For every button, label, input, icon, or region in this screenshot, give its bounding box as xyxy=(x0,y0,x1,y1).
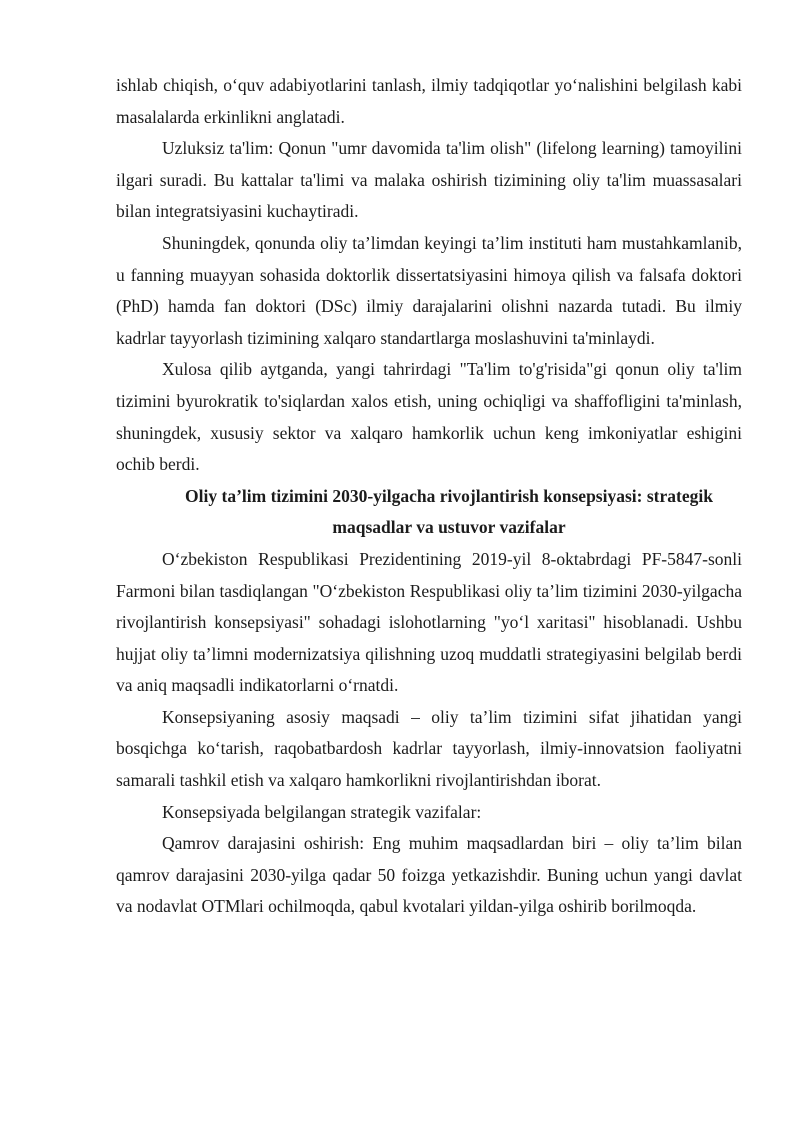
paragraph-postgraduate: Shuningdek, qonunda oliy ta’limdan keyingi ta’lim instituti ham mustahkamlanib, u fanning muayyan sohasida doktorlik dissertatsiyasini himoya qilish va falsafa doktori (PhD) hamda fan doktori (DSc) ilmiy darajalarini olishni nazarda tutadi. Bu ilmiy kadrlar tayyorlash tizimining xalqaro standartlarga moslashuvini ta'minlaydi. xyxy=(116,232,742,348)
document-page xyxy=(116,70,742,923)
section-heading-line2: maqsadlar va ustuvor vazifalar xyxy=(332,517,566,538)
paragraph-concept-goal: Konsepsiyaning asosiy maqsadi – oliy ta’lim tizimini sifat jihatidan yangi bosqichga ko‘tarish, raqobatbardosh kadrlar tayyorlash, ilmiy-innovatsion faoliyatni samarali tashkil etish va xalqaro hamkorlikni rivojlantirishdan iborat. xyxy=(116,706,742,791)
section-heading xyxy=(116,481,742,544)
paragraph-conclusion: Xulosa qilib aytganda, yangi tahrirdagi "Ta'lim to'g'risida"gi qonun oliy ta'lim tizimini byurokratik to'siqlardan xalos etish, uning ochiqligi va shaffofligini ta'minlash, shuningdek, xususiy sektor va xalqaro hamkorlik uchun keng imkoniyatlar eshigini ochib berdi. xyxy=(116,359,742,475)
paragraph-continuation: ishlab chiqish, o‘quv adabiyotlarini tanlash, ilmiy tadqiqotlar yo‘nalishini belgilash kabi masalalarda erkinlikni anglatadi. xyxy=(116,75,742,127)
paragraph-strategic-tasks: Konsepsiyada belgilangan strategik vazifalar: xyxy=(162,801,482,822)
section-heading-line1: Oliy ta’lim tizimini 2030-yilgacha rivojlantirish konsepsiyasi: strategik xyxy=(185,485,713,506)
paragraph-lifelong-learning: Uzluksiz ta'lim: Qonun "umr davomida ta'lim olish" (lifelong learning) tamoyilini ilgari suradi. Bu kattalar ta'limi va malaka oshirish tizimining oliy ta'lim muassasalari bilan integratsiyasini kuchaytiradi. xyxy=(116,138,742,222)
paragraph-concept-intro: O‘zbekiston Respublikasi Prezidentining 2019-yil 8-oktabrdagi PF-5847-sonli Farmoni bilan tasdiqlangan "O‘zbekiston Respublikasi oliy ta’lim tizimini 2030-yilgacha rivojlantirish konsepsiyasi" sohadagi islohotlarning "yo‘l xaritasi" hisoblanadi. Ushbu hujjat oliy ta’limni modernizatsiya qilishning uzoq muddatli strategiyasini belgilab berdi va aniq maqsadli indikatorlarni o‘rnatdi. xyxy=(116,548,742,696)
paragraph-coverage: Qamrov darajasini oshirish: Eng muhim maqsadlardan biri – oliy ta’lim bilan qamrov darajasini 2030-yilga qadar 50 foizga yetkazishdir. Buning uchun yangi davlat va nodavlat OTMlari ochilmoqda, qabul kvotalari yildan-yilga oshirib borilmoqda. xyxy=(116,833,742,917)
